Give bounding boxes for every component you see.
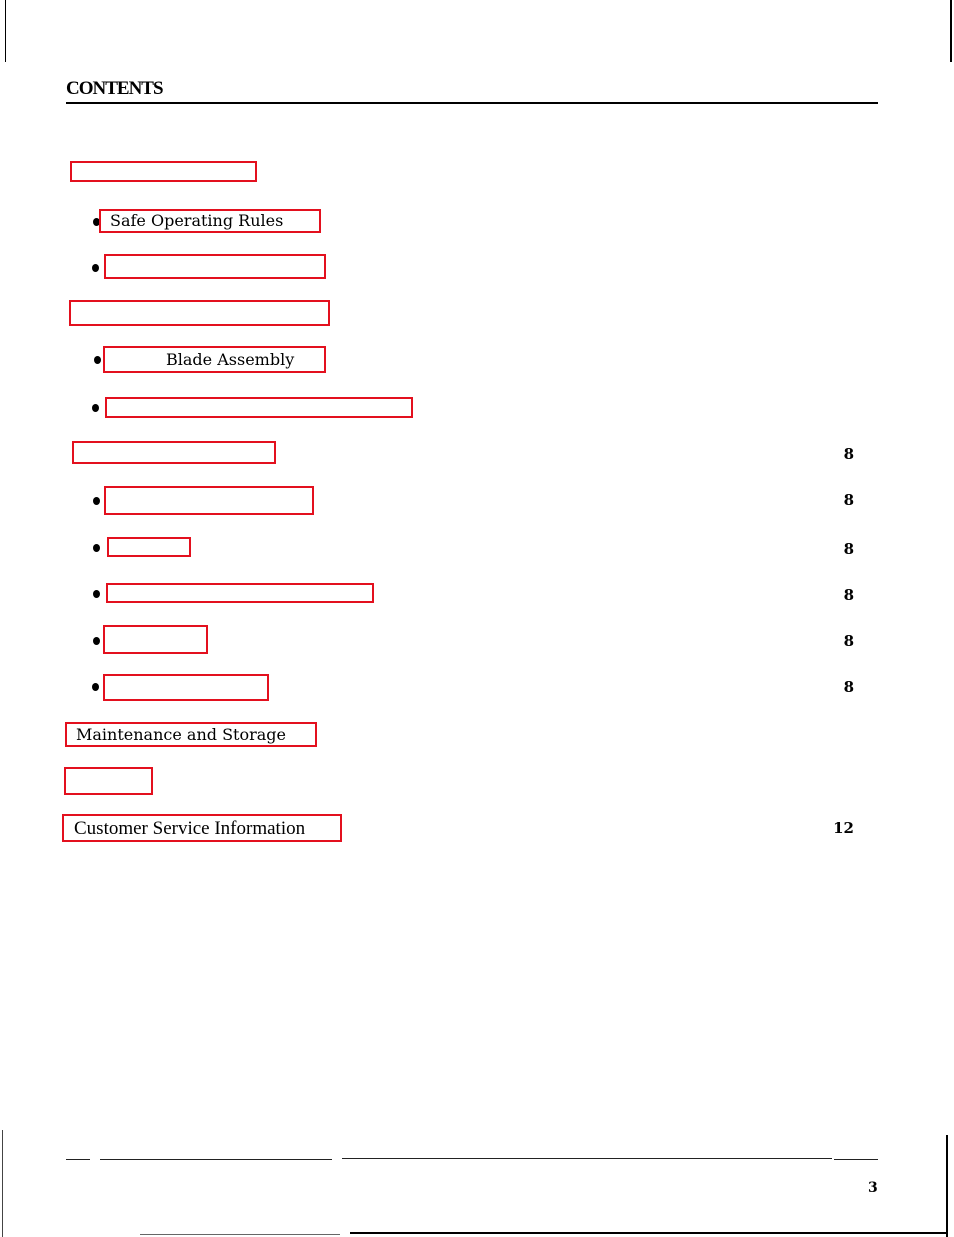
bullet-icon	[93, 497, 100, 505]
bullet-icon	[93, 590, 100, 598]
toc-entry-7[interactable]	[72, 441, 276, 464]
page-title: CONTENTS	[66, 78, 163, 99]
toc-page-number: 12	[833, 819, 854, 837]
toc-entry-14[interactable]	[64, 767, 153, 795]
footer-rule	[100, 1159, 332, 1160]
toc-entry-blade-assembly[interactable]	[103, 346, 326, 373]
toc-entry-label: Safe Operating Rules	[110, 211, 284, 230]
toc-entry-safe-operating-rules[interactable]	[99, 209, 321, 233]
bullet-icon	[92, 683, 99, 691]
scan-edge-bottom-left	[140, 1234, 340, 1235]
footer-rule	[834, 1159, 878, 1160]
bullet-icon	[92, 264, 99, 272]
scan-edge-right-top	[950, 0, 952, 62]
toc-page-number: 8	[843, 586, 854, 604]
toc-entry-9[interactable]	[107, 537, 191, 557]
toc-entry-11[interactable]	[103, 625, 208, 654]
toc-entry-1[interactable]	[70, 161, 257, 182]
footer-rule	[66, 1159, 90, 1160]
toc-entry-3[interactable]	[104, 254, 326, 279]
scan-edge-left-bottom	[2, 1130, 3, 1237]
bullet-icon	[94, 356, 101, 364]
toc-page-number: 8	[843, 632, 854, 650]
toc-entry-12[interactable]	[103, 674, 269, 701]
toc-entry-10[interactable]	[106, 583, 374, 603]
bullet-icon	[92, 404, 99, 412]
toc-entry-6[interactable]	[105, 397, 413, 418]
toc-entry-label: Customer Service Information	[74, 817, 306, 839]
title-rule	[66, 102, 878, 104]
bullet-icon	[93, 544, 100, 552]
toc-entry-8[interactable]	[104, 486, 314, 515]
toc-page-number: 8	[843, 678, 854, 696]
toc-entry-label: Blade Assembly	[166, 349, 295, 369]
footer-rule	[342, 1158, 832, 1159]
toc-entry-4[interactable]	[69, 300, 330, 326]
toc-entry-customer-service-information[interactable]	[62, 814, 342, 842]
scan-edge-bottom	[350, 1232, 946, 1234]
toc-page-number: 8	[843, 491, 854, 509]
toc-page-number: 8	[843, 540, 854, 558]
bullet-icon	[93, 637, 100, 645]
scan-edge-left-top	[5, 0, 6, 62]
toc-entry-maintenance-and-storage[interactable]	[65, 722, 317, 747]
page-number: 3	[868, 1180, 878, 1196]
scan-edge-right-bottom	[946, 1135, 948, 1237]
toc-page-number: 8	[843, 445, 854, 463]
toc-entry-label: Maintenance and Storage	[76, 724, 286, 744]
